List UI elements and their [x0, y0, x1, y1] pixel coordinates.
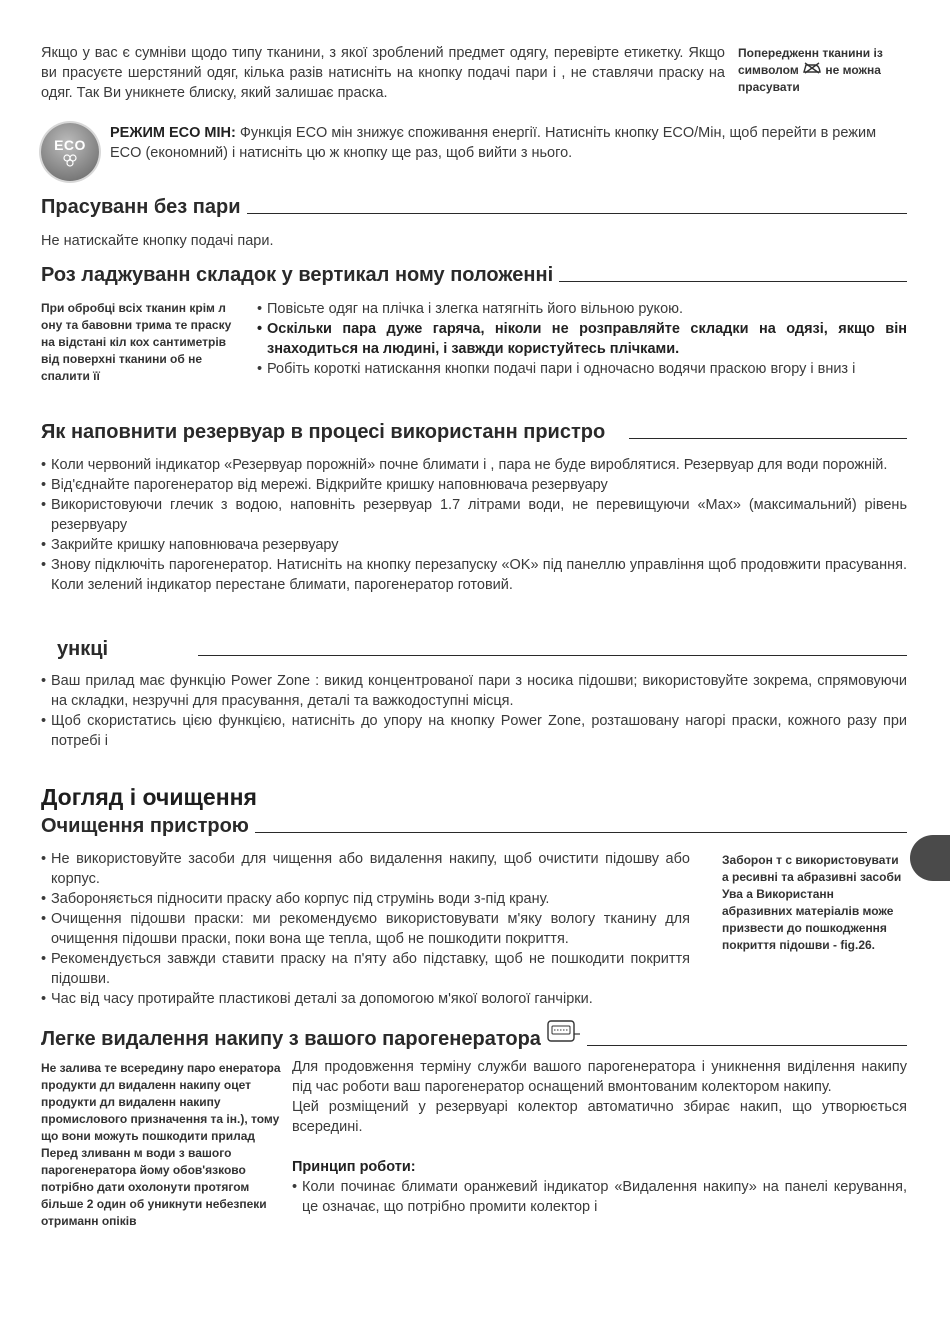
section-ironing-no-steam-heading	[41, 196, 907, 219]
section-functions-heading	[41, 638, 907, 661]
list-item: • Очищення підошви праски: ми рекомендуємо використовувати м'яку вологу тканину для очищення підошви праски, поки вона ще тепла, щоб не пошкодити покриття.	[41, 909, 690, 949]
heading-rule	[247, 213, 907, 214]
list-item: • Забороняється підносити праску або корпус під струмінь води з-під крану.	[41, 889, 690, 909]
principle-list	[292, 1177, 907, 1217]
list-item: • Рекомендується завжди ставити праску на п'яту або підставку, щоб не пошкодити покриття підошви.	[41, 949, 690, 989]
heading-rule	[629, 438, 907, 439]
descaling-paragraph-1: Для продовження терміну служби вашого парогенератора і уникнення виділення накипу під час роботи ваш парогенератор оснащений вмонтованим колектором накипу.	[292, 1059, 907, 1095]
list-item: • Закрийте кришку наповнювача резервуару	[41, 535, 907, 555]
list-item: • Коли червоний індикатор «Резервуар порожній» почне блимати і , пара не буде вироблятися. Резервуар для води порожній.	[41, 455, 907, 475]
section-cleaning-heading	[41, 815, 907, 838]
list-item: • Не використовуйте засоби для чищення або видалення накипу, щоб очистити підошву або корпус.	[41, 849, 690, 889]
section-descaling-heading	[41, 1020, 907, 1051]
descaling-side-note: Не залива те всередину паро енератора продукти дл видаленн накипу оцет продукти дл видаленн накипу промислового призначення та ін.), тому що вони можуть пошкодити прилад Перед зливанн м води з вашого парогенератора йому обов'язково потрібно дати охолонути протягом більше 2 один об уникнути небезпеки отриманн опіків	[41, 1061, 281, 1228]
list-item: • Використовуючи глечик з водою, наповніть резервуар 1.7 літрами води, не перевищуючи «Max» (максимальний) рівень резервуару	[41, 495, 907, 535]
section-vertical-steam-heading	[41, 264, 907, 287]
eco-text: Функція ECO мін знижує споживання енергії. Натисніть кнопку ECO/Мін, щоб перейти в режим ECO (економний) і натисніть цю ж кнопку ще раз, щоб вийти з нього.	[110, 125, 877, 161]
descaling-collector-icon	[547, 1020, 581, 1049]
list-item: • Час від часу протирайте пластикові деталі за допомогою м'якої вологої ганчірки.	[41, 989, 690, 1009]
section-title: Як наповнити резервуар в процесі використанн пристро	[41, 421, 606, 443]
page-tab	[910, 835, 950, 881]
list-item: • Знову підключіть парогенератор. Натисніть на кнопку перезапуску «OK» під панеллю управління щоб продовжити прасування. Коли зелений індикатор перестане блимати, парогенератор готовий.	[41, 555, 907, 595]
eco-paragraph	[110, 123, 908, 163]
cleaning-side-note: Заборон т с використовувати а ресивні та абразивні засоби Ува а Використанн абразивних матеріалів може призвести до пошкодження покриття підошви - fig.26.	[722, 853, 902, 952]
fabric-warning-text-2: не можна прасувати	[738, 63, 881, 95]
eco-icon	[41, 123, 99, 181]
list-item: • Робіть короткі натискання кнопки подачі пари і одночасно водячи праскою вгору і вниз і	[257, 359, 907, 379]
list-item: • Повісьте одяг на плічка і злегка натягніть його вільною рукою.	[257, 299, 907, 319]
descaling-paragraph-2: Цей розміщений у резервуарі колектор автоматично збирає накип, що утворюється всередині.	[292, 1099, 907, 1135]
functions-list	[41, 671, 907, 751]
list-item: • Від'єднайте парогенератор від мережі. Відкрийте кришку наповнювача резервуару	[41, 475, 907, 495]
heading-rule	[198, 655, 907, 656]
refill-list	[41, 455, 907, 595]
vertical-steam-side-note: При обробці всіх тканин крім л ону та бавовни трима те праску на відстані кіл кох сантиметрів від поверхні тканини об не спалити її	[41, 301, 232, 383]
principle-title: Принцип роботи:	[292, 1159, 416, 1175]
cleaning-list	[41, 849, 690, 1009]
section-title: Очищення пристрою	[41, 815, 249, 837]
list-item: • Оскільки пара дуже гаряча, ніколи не розправляйте складки на одязі, якщо він знаходиться на людині, і завжди користуйтесь плічками.	[257, 319, 907, 359]
section-refill-heading	[41, 421, 907, 444]
section-title: Прасуванн без пари	[41, 196, 241, 218]
eco-icon-label: ECO	[54, 137, 86, 153]
intro-paragraph: Якщо у вас є сумніви щодо типу тканини, з якої зроблений предмет одягу, перевірте етикетку. Якщо ви прасуєте шерстяний одяг, кілька разів натисніть на кнопку подачі пари і , не ставлячи праску на одяг. Так Ви уникнете блиску, який залишає праска.	[41, 45, 725, 101]
section-title: Роз ладжуванн складок у вертикал ному положенні	[41, 264, 554, 286]
list-item: • Коли починає блимати оранжевий індикатор «Видалення накипу» на панелі керування, це означає, що потрібно промити колектор і	[292, 1177, 907, 1217]
section-title: Легке видалення накипу з вашого парогенератора	[41, 1028, 541, 1050]
list-item: • Щоб скористатись цією функцією, натисніть до упору на кнопку Power Zone, розташовану нагорі праски, кожного разу при потребі і	[41, 711, 907, 751]
no-iron-icon	[802, 62, 822, 79]
eco-title: РЕЖИМ ECO МІН:	[110, 125, 236, 141]
vertical-steam-list	[257, 299, 907, 379]
heading-rule	[255, 832, 907, 833]
heading-rule	[559, 281, 907, 282]
fabric-warning-note	[738, 45, 908, 96]
no-steam-text: Не натискайте кнопку подачі пари.	[41, 233, 274, 249]
section-title: ункці	[57, 638, 109, 660]
leaf-icon	[62, 153, 78, 167]
care-title: Догляд і очищення	[41, 784, 257, 810]
heading-rule	[587, 1045, 907, 1046]
fabric-warning-text-1: Попередженн тканини із символом	[738, 46, 883, 77]
descaling-content	[292, 1057, 907, 1217]
list-item: • Ваш прилад має функцію Power Zone : викид концентрованої пари з носика підошви; використовуйте зокрема, спрямовуючи на складки, незручні для прасування, деталі та важкодоступні місця.	[41, 671, 907, 711]
